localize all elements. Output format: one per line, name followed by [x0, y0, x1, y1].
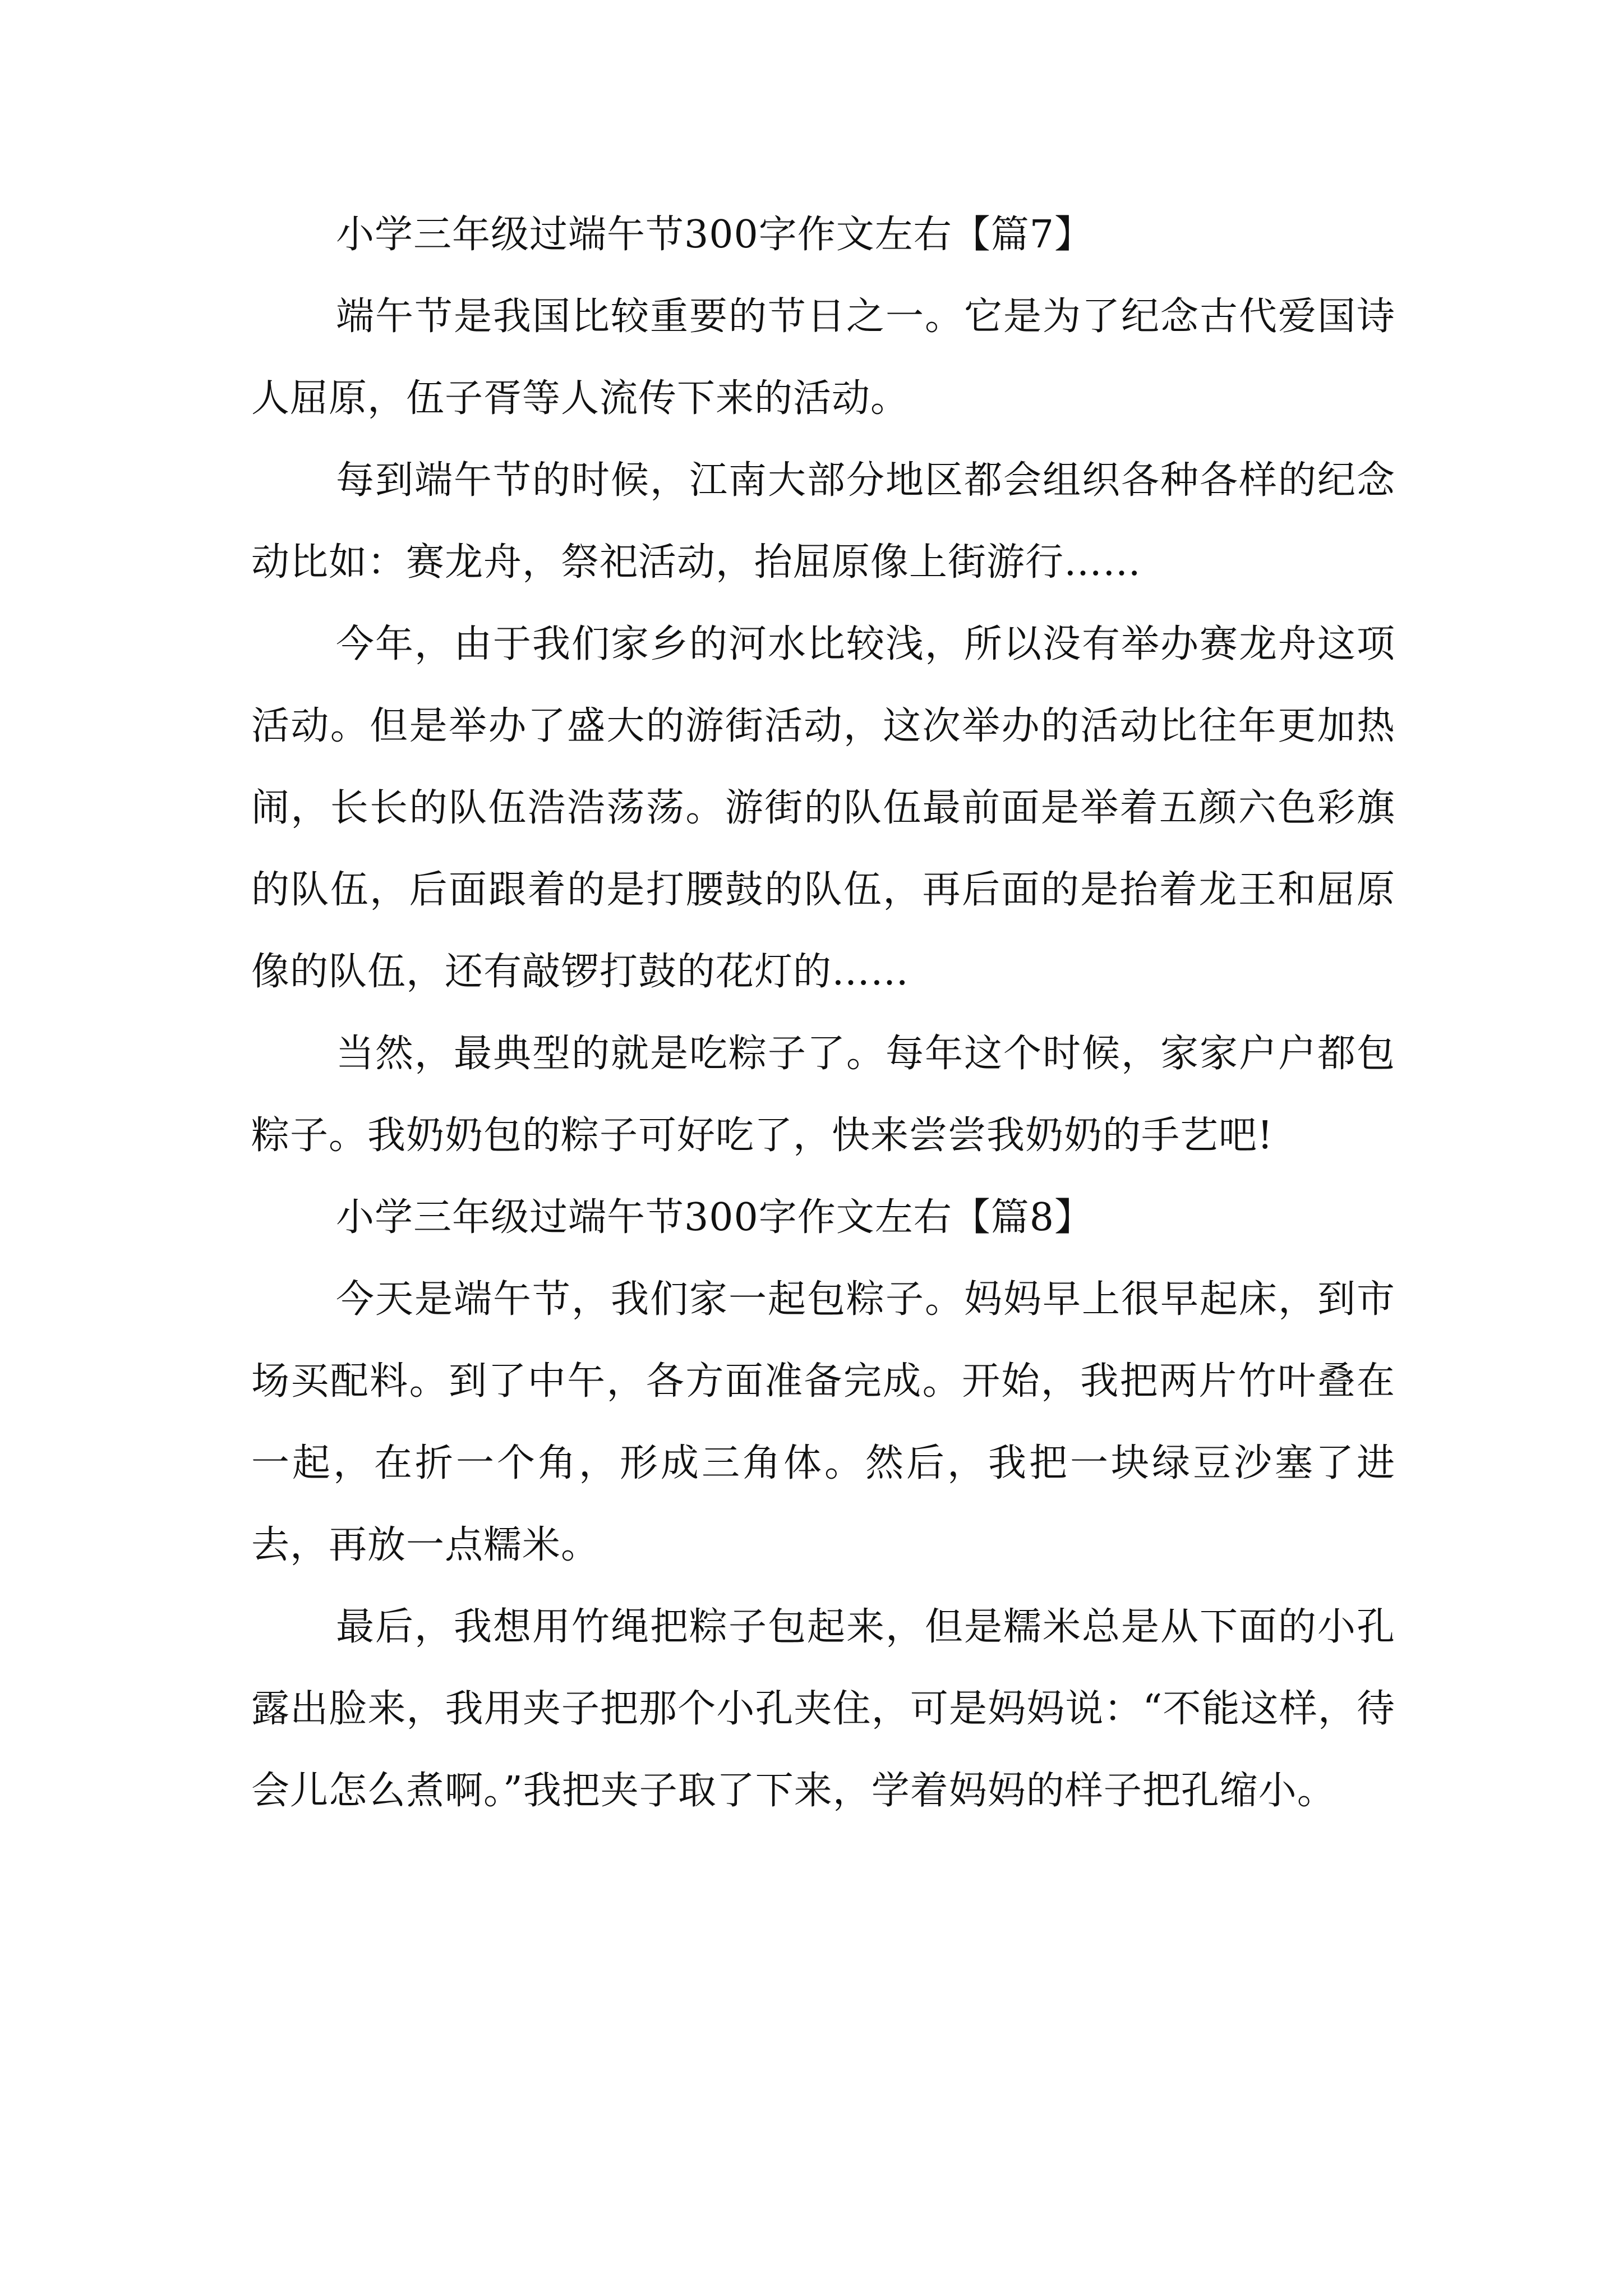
- paragraph: 今天是端午节，我们家一起包粽子。妈妈早上很早起床，到市场买配料。到了中午，各方面准备完成。开始，我把两片竹叶叠在一起，在折一个角，形成三角体。然后，我把一块绿豆沙塞了进去，再放一点糯米。: [251, 1277, 1395, 1567]
- paragraph: 最后，我想用竹绳把粽子包起来，但是糯米总是从下面的小孔露出脸来，我用夹子把那个小孔夹住，可是妈妈说：“不能这样，待会儿怎么煮啊。”我把夹子取了下来，学着妈妈的样子把孔缩小。: [251, 1605, 1395, 1813]
- paragraph: 每到端午节的时候，江南大部分地区都会组织各种各样的纪念动比如：赛龙舟，祭祀活动，抬屈原像上街游行……: [251, 458, 1395, 585]
- essay-title-8: 小学三年级过端午节300字作文左右【篇8】: [336, 1195, 1094, 1240]
- essay-title-7: 小学三年级过端午节300字作文左右【篇7】: [336, 213, 1094, 257]
- document-body: [251, 194, 1395, 1832]
- paragraph: 端午节是我国比较重要的节日之一。它是为了纪念古代爱国诗人屈原，伍子胥等人流传下来的活动。: [251, 295, 1395, 421]
- paragraph: 今年，由于我们家乡的河水比较浅，所以没有举办赛龙舟这项活动。但是举办了盛大的游街活动，这次举办的活动比往年更加热闹，长长的队伍浩浩荡荡。游街的队伍最前面是举着五颜六色彩旗的队伍，后面跟着的是打腰鼓的队伍，再后面的是抬着龙王和屈原像的队伍，还有敲锣打鼓的花灯的……: [251, 622, 1395, 994]
- paragraph: 当然，最典型的就是吃粽子了。每年这个时候，家家户户都包粽子。我奶奶包的粽子可好吃了，快来尝尝我奶奶的手艺吧!: [251, 1032, 1395, 1158]
